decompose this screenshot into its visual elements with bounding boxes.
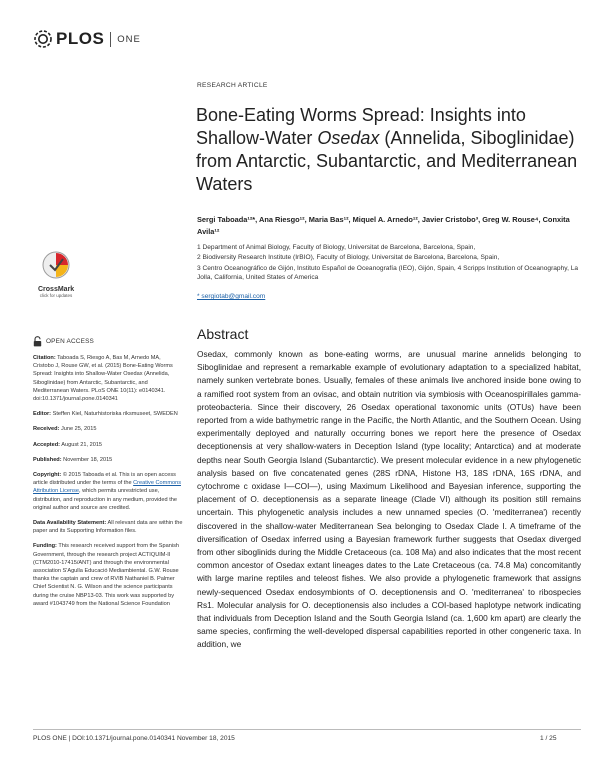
title-part-1: Bone-Eating Worms Spread: Insights into Shallow-Water	[196, 105, 526, 148]
copyright-text-pre: © 2015 Taboada et al. This is an open access article distributed under the terms of the	[33, 472, 176, 487]
license-link[interactable]: Creative Commons Attribution License	[33, 480, 181, 495]
article-type: RESEARCH ARTICLE	[197, 82, 268, 89]
citation-label: Citation:	[33, 355, 56, 361]
footer-divider	[33, 729, 581, 730]
title-genus: Osedax	[317, 128, 380, 148]
open-lock-icon	[33, 336, 42, 347]
published-date: November 18, 2015	[63, 456, 113, 463]
data-availability-block	[33, 519, 183, 535]
crossmark-badge[interactable]	[38, 250, 74, 298]
plos-logo-icon	[33, 29, 53, 49]
affiliation-item: 2 Biodiversity Research Institute (IrBIO), Faculty of Biology, Universitat de Barcelona, Barcelona, Spain,	[197, 254, 500, 262]
funding-text: This research received support from the Spanish Government, through the research project ACTIQUIM-II (CTM2010-17415/ANT) and through the environmental association S'Agulla Educació Mediambiental. G.W. Rouse thanks the captain and crew of RVIB Nathaniel B. Palmer Chief Scientist N. G. Wilson and the science participants during the cruise NBP13-03. This work was supported by award #1043749 from the National Science Foundation	[33, 543, 180, 607]
data-availability-label: Data Availability Statement:	[33, 520, 107, 527]
editor-text: Steffen Kiel, Naturhistoriska riksmuseet, SWEDEN	[52, 411, 178, 418]
data-availability-text: All relevant data are within the paper and its Supporting Information files.	[33, 520, 183, 535]
accepted-label: Accepted:	[33, 441, 61, 448]
footer-citation: PLOS ONE | DOI:10.1371/journal.pone.0140341 November 18, 2015	[33, 735, 235, 742]
copyright-label: Copyright:	[33, 472, 62, 479]
affiliation-item: 3 Centro Oceanográfico de Gijón, Instituto Español de Oceanografía (IEO), Gijón, Spain, 4 Scripps Institution of Oceanography, La Jolla, California, United States of America	[197, 264, 579, 282]
corresponding-email-link[interactable]: * sergiotab@gmail.com	[197, 293, 266, 300]
affiliation-item: 1 Department of Animal Biology, Faculty of Biology, Universitat de Barcelona, Barcelona, Spain,	[197, 244, 476, 251]
editor-block	[33, 410, 183, 418]
accepted-date: August 21, 2015	[61, 441, 103, 448]
abstract-heading: Abstract	[197, 326, 249, 342]
received-block	[33, 425, 183, 433]
journal-name: ONE	[117, 33, 141, 45]
published-label: Published:	[33, 456, 62, 463]
article-title	[196, 104, 586, 196]
affiliations	[197, 243, 587, 284]
citation-text: Taboada S, Riesgo A, Bas M, Arnedo MA, Cristobo J, Rouse GW, et al. (2015) Bone-Eating Worms Spread: Insights into Shallow-Water Osedax (Annelida, Siboglinidae) from Antarctic, Subantarctic, and Mediterranean Waters. PLoS ONE 10(11): e0140341. doi:10.1371/journal.pone.0140341	[33, 355, 173, 403]
open-access-badge	[33, 336, 94, 347]
author-list: Sergi Taboada¹²*, Ana Riesgo¹², Maria Bas¹², Miquel A. Arnedo¹², Javier Cristobo³, Greg W. Rouse⁴, Conxita Avila¹²	[197, 215, 570, 236]
crossmark-label: CrossMark	[38, 286, 75, 293]
funding-label: Funding:	[33, 543, 57, 550]
brand-name: PLOS	[56, 29, 105, 48]
page-number: 1 / 25	[540, 735, 557, 742]
open-access-label: OPEN ACCESS	[46, 338, 95, 345]
editor-label: Editor:	[33, 411, 52, 418]
accepted-block	[33, 441, 183, 449]
received-date: June 25, 2015	[61, 426, 97, 433]
title-part-2: (Annelida, Siboglinidae) from Antarctic, Subantarctic, and Mediterranean Waters	[196, 128, 578, 194]
copyright-block	[33, 471, 183, 512]
crossmark-sublabel: click for updates	[39, 293, 73, 298]
published-block	[33, 456, 183, 464]
abstract-body: Osedax, commonly known as bone-eating worms, are unusual marine annelids belonging to Siboglinidae and represent a remarkable example of evolutionary adaptation to a specialized habitat, namely sunken vertebrate bones. Usually, females of these animals live anchored inside bone owing to a ramified root system from an ovisac, and obtain nutrition via symbiosis with Oceanospirillales gamma-proteobacteria. Since their discovery, 26 Osedax operational taxonomic units (OTUs) have been reported from a wide bathymetric range in the Pacific, the North Atlantic, and the Southern Ocean. Using experimentally deployed and naturally occurring bones we report here the presence of Osedax deceptionensis at very shallow-waters in Deception Island (type locality; Antarctica) and at moderate depths near South Georgia Island (Subantarctic). We present molecular evidence in a new phylogenetic analysis based on five concatenated genes (28S rDNA, Histone H3, 18S rDNA, 16S rDNA, and cytochrome c oxidase I—COI—), using Maximum Likelihood and Bayesian inference, supporting the placement of O. deceptionensis as a separate lineage (Clade VI) although its position still remains uncertain. This phylogenetic analysis includes a new unnamed species (O. 'mediterranea') recently discovered in the shallow-water Mediterranean Sea belonging to Osedax Clade I. A timeframe of the diversification of Osedax inferred using a Bayesian framework further suggests that Osedax diverged from other siboglinids during the Middle Cretaceous (ca. 108 Ma) and also indicates that the most recent common ancestor of Osedax extant lineages dates to the Late Cretaceous (ca. 74.8 Ma) concomitantly with large marine reptiles and teleost fishes. We also provide a phylogenetic framework that assigns newly-sequenced Osedax endosymbionts of O. deceptionensis and O. 'mediterranea' to ribospecies Rs1. Molecular analysis for O. deceptionensis also includes a COI-based haplotype network indicating that individuals from Deception Island and the South Georgia Island (ca. 1,600 km apart) are clearly the same species, confirming the well-developed dispersal capabilities reported in other congeneric taxa. In addition, we	[197, 349, 581, 650]
logo-divider	[110, 32, 111, 47]
copyright-text-post: , which permits unrestricted use, distribution, and reproduction in any medium, provided the original author and source are credited.	[33, 488, 177, 511]
funding-block	[33, 542, 183, 608]
received-label: Received:	[33, 426, 60, 433]
journal-logo	[33, 28, 141, 50]
citation-block	[33, 354, 183, 403]
crossmark-icon	[41, 250, 71, 280]
article-metadata-sidebar	[33, 354, 183, 615]
